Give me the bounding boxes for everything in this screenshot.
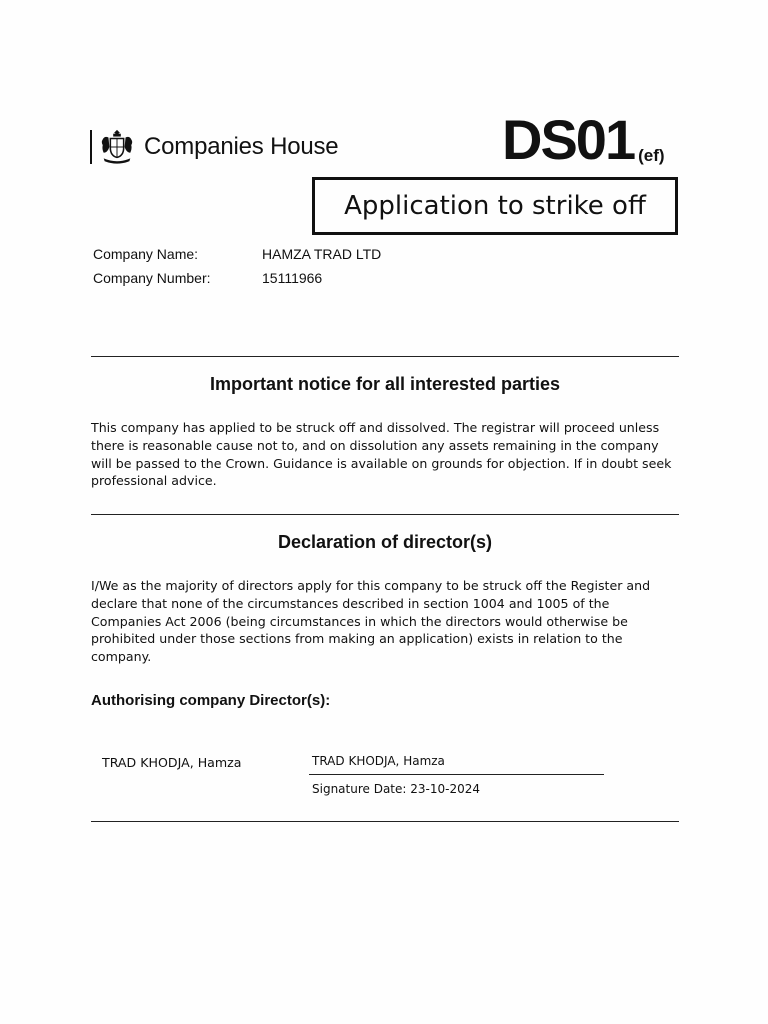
company-name-label: Company Name: [93,246,199,262]
form-title: Application to strike off [344,191,646,221]
divider [91,821,679,822]
brand-name: Companies House [144,133,339,160]
signature-date: Signature Date: 23-10-2024 [312,782,480,796]
declaration-body: I/We as the majority of directors apply for this company to be struck off the Register and declare that none of the circumstances described in section 1004 and 1005 of the Companies Act 2006 (being circumstances in which the directors would otherwise be prohibited under those sections from making an application) exists in relation to the company. [91,578,651,665]
form-title-box [312,177,678,235]
royal-coat-of-arms-icon [98,128,136,166]
form-code-main: DS01 [502,108,635,171]
form-code [502,108,665,171]
company-name-value: HAMZA TRAD LTD [262,246,382,262]
divider [91,356,679,357]
form-code-suffix: (ef) [638,146,665,165]
signature-line [309,774,604,775]
directors-heading: Authorising company Director(s): [91,692,331,709]
divider [91,514,679,515]
declaration-heading: Declaration of director(s) [277,532,493,552]
notice-body: This company has applied to be struck off and dissolved. The registrar will proceed unless there is reasonable cause not to, and on dissolution any assets remaining in the company will be passed to the Crown. Guidance is available on grounds for objection. If in doubt seek professional advice. [91,420,672,489]
companies-house-logo [90,128,338,166]
notice-heading: Important notice for all interested parties [209,374,561,394]
director-signature: TRAD KHODJA, Hamza [312,754,445,768]
director-name: TRAD KHODJA, Hamza [102,755,242,770]
company-number-value: 15111966 [262,270,323,286]
logo-divider [90,130,92,164]
company-number-label: Company Number: [93,270,211,286]
